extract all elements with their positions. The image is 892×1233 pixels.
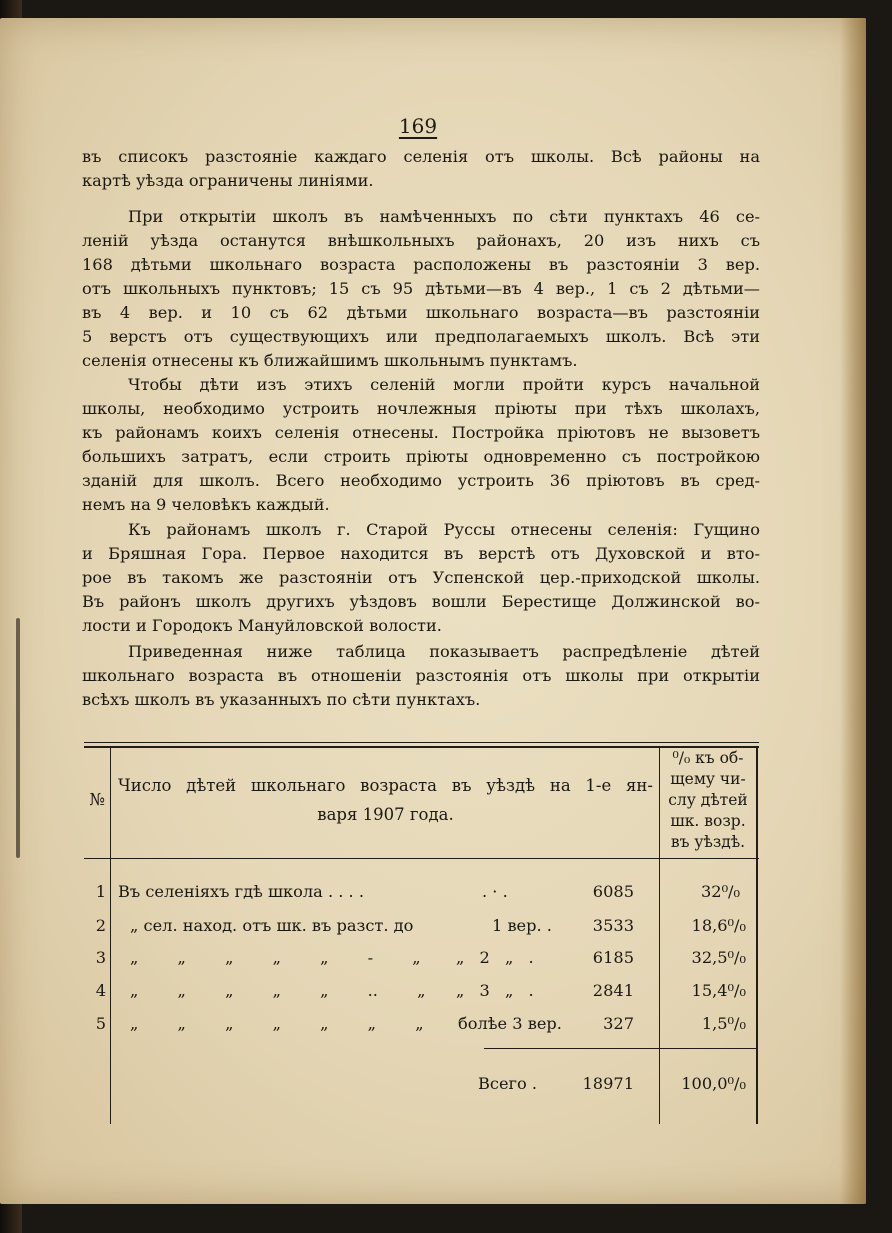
row-count: 2841 bbox=[592, 981, 634, 1000]
text-line: въ 4 вер. и 10 съ 62 дѣтьми школьнаго возраста—въ разстояніи bbox=[82, 303, 760, 322]
text-line: къ районамъ коихъ селенія отнесены. Постройка пріютовъ не вызоветъ bbox=[82, 423, 760, 442]
book-page bbox=[0, 18, 866, 1204]
total-count: 18971 bbox=[582, 1074, 634, 1093]
row-distance: „ 3 „ . bbox=[456, 981, 534, 1000]
header-percent-line: въ уѣздѣ. bbox=[670, 833, 746, 851]
row-number: 5 bbox=[95, 1014, 106, 1033]
header-percent-line: шк. возр. bbox=[670, 812, 746, 830]
text-line: Къ районамъ школъ г. Старой Руссы отнесены селенія: Гущино bbox=[128, 520, 760, 539]
distance-table bbox=[84, 742, 759, 1126]
text-line: всѣхъ школъ въ указанныхъ по сѣти пунктахъ. bbox=[82, 690, 481, 709]
row-count: 327 bbox=[603, 1014, 634, 1033]
header-description-line: варя 1907 года. bbox=[317, 805, 454, 824]
header-number: № bbox=[89, 790, 105, 809]
text-line: рое въ такомъ же разстояніи отъ Успенской цер.-приходской школы. bbox=[82, 568, 760, 587]
row-number: 4 bbox=[95, 981, 106, 1000]
row-percent: 1,5⁰/₀ bbox=[701, 1014, 746, 1033]
text-line: зданій для школъ. Всего необходимо устроить 36 пріютовъ въ сред- bbox=[82, 471, 760, 490]
text-line: Приведенная ниже таблица показываетъ распредѣленіе дѣтей bbox=[128, 642, 760, 661]
paragraph-1 bbox=[82, 145, 760, 193]
header-percent bbox=[660, 748, 756, 853]
row-number: 3 bbox=[95, 948, 106, 967]
text-line: лости и Городокъ Мануйловской волости. bbox=[82, 616, 442, 635]
column-divider bbox=[110, 746, 111, 1124]
text-line: немъ на 9 человѣкъ каждый. bbox=[82, 495, 330, 514]
text-line: отъ школьныхъ пунктовъ; 15 съ 95 дѣтьми—въ 4 вер., 1 съ 2 дѣтьми— bbox=[82, 279, 760, 298]
total-rule bbox=[484, 1048, 756, 1049]
text-line: селенія отнесены къ ближайшимъ школьнымъ пунктамъ. bbox=[82, 351, 578, 370]
row-distance: болѣе 3 вер. bbox=[458, 1014, 562, 1033]
total-label: Всего . bbox=[478, 1074, 538, 1093]
binding-mark bbox=[16, 618, 20, 858]
paragraph-5 bbox=[82, 640, 760, 712]
header-percent-line: щему чи- bbox=[670, 770, 746, 788]
paragraph-3 bbox=[82, 373, 760, 517]
total-percent: 100,0⁰/₀ bbox=[681, 1074, 746, 1093]
page-number: 169 bbox=[398, 114, 438, 138]
text-line: Въ районъ школъ другихъ уѣздовъ вошли Берестище Должинской во- bbox=[82, 592, 760, 611]
row-percent: 32⁰/₀ bbox=[700, 882, 740, 901]
row-description: „ „ „ „ „ .. „ bbox=[130, 981, 426, 1000]
table-top-rule bbox=[84, 746, 759, 748]
text-line: и Бряшная Гора. Первое находится въ верстѣ отъ Духовской и вто- bbox=[82, 544, 760, 563]
row-distance: „ 2 „ . bbox=[456, 948, 534, 967]
table-top-rule bbox=[84, 742, 759, 743]
text-line: школьнаго возраста въ отношеніи разстоянія отъ школы при открытіи bbox=[82, 666, 760, 685]
text-line: При открытіи школъ въ намѣченныхъ по сѣти пунктахъ 46 се- bbox=[128, 207, 760, 226]
row-percent: 32,5⁰/₀ bbox=[691, 948, 746, 967]
row-number: 1 bbox=[95, 882, 106, 901]
header-percent-line: слу дѣтей bbox=[668, 791, 748, 809]
column-divider bbox=[756, 746, 758, 1124]
row-number: 2 bbox=[95, 916, 106, 935]
page-edge-shadow bbox=[840, 18, 866, 1204]
text-line: большихъ затратъ, если строить пріюты одновременно съ постройкою bbox=[82, 447, 760, 466]
row-description: „ „ „ „ „ - „ bbox=[130, 948, 421, 967]
row-distance: . · . bbox=[482, 882, 508, 901]
row-count: 6085 bbox=[592, 882, 634, 901]
text-line: въ списокъ разстояніе каждаго селенія отъ школы. Всѣ районы на bbox=[82, 147, 760, 166]
row-count: 3533 bbox=[592, 916, 634, 935]
text-line: Чтобы дѣти изъ этихъ селеній могли пройти курсъ начальной bbox=[128, 375, 760, 394]
row-description: „ „ „ „ „ „ „ bbox=[130, 1014, 424, 1033]
row-percent: 15,4⁰/₀ bbox=[691, 981, 746, 1000]
header-bottom-rule bbox=[84, 858, 759, 859]
row-count: 6185 bbox=[592, 948, 634, 967]
paragraph-4 bbox=[82, 518, 760, 638]
text-line: леній уѣзда останутся внѣшкольныхъ районахъ, 20 изъ нихъ съ bbox=[82, 231, 760, 250]
row-distance: 1 вер. . bbox=[492, 916, 552, 935]
text-line: 168 дѣтьми школьнаго возраста расположены въ разстояніи 3 вер. bbox=[82, 255, 760, 274]
row-description: Въ селеніяхъ гдѣ школа . . . . bbox=[118, 882, 364, 901]
row-percent: 18,6⁰/₀ bbox=[691, 916, 746, 935]
header-percent-line: ⁰/₀ къ об- bbox=[672, 749, 744, 767]
text-line: 5 верстъ отъ существующихъ или предполагаемыхъ школъ. Всѣ эти bbox=[82, 327, 760, 346]
header-description-line: Число дѣтей школьнаго возраста въ уѣздѣ на 1-е ян- bbox=[118, 776, 653, 795]
text-line: картѣ уѣзда ограничены линіями. bbox=[82, 171, 374, 190]
text-line: школы, необходимо устроить ночлежныя пріюты при тѣхъ школахъ, bbox=[82, 399, 760, 418]
row-description: „ сел. наход. отъ шк. въ разст. до bbox=[130, 916, 414, 935]
paragraph-2 bbox=[82, 205, 760, 373]
